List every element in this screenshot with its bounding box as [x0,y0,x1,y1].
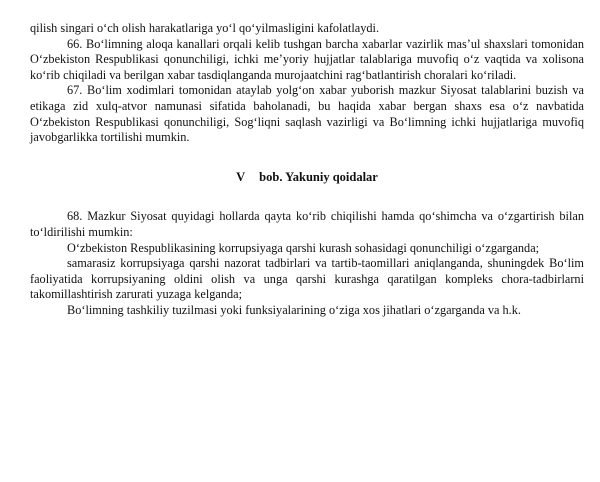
paragraph-68-item-ineffective-controls: samarasiz korrupsiyaga qarshi nazorat tadbirlari va tartib-taomillari aniqlanganda, shuningdek Bo‘lim faoliyatida korrupsiyaning oldini olish va unga qarshi kurashga qaratilgan kompleks chora-tadbirlarni takomillashtirish zarurati yuzaga kelganda; [30,256,584,302]
chapter-heading [30,170,584,186]
paragraph-68-item-structure-change: Bo‘limning tashkiliy tuzilmasi yoki funksiyalarining o‘ziga xos jihatlari o‘zgarganda va h.k. [67,302,521,317]
paragraph-66: 66. Bo‘limning aloqa kanallari orqali kelib tushgan barcha xabarlar vazirlik mas’ul shaxslari tomonidan O‘zbekiston Respublikasi qonunchiligi, ichki me’yoriy hujjatlar talablariga muvofiq o‘z vaqtida va xolisona ko‘rib chiqiladi va berilgan xabar tasdiqlanganda murojaatchini rag‘batlantirish choralari ko‘riladi. [30,36,584,82]
paragraph-68: 68. Mazkur Siyosat quyidagi hollarda qayta ko‘rib chiqilishi hamda qo‘shimcha va o‘zgartirish bilan to‘ldirilishi mumkin: [30,209,584,239]
paragraph-67: 67. Bo‘lim xodimlari tomonidan ataylab yolg‘on xabar yuborish mazkur Siyosat talablarini buzish va etikaga zid xulq-atvor namunasi sifatida baholanadi, bu haqida xabar bergan shaxs esa o‘z navbatida O‘zbekiston Respublikasi qonunchiligi, Sog‘liqni saqlash vazirligi va Bo‘limning ichki hujjatlariga muvofiq javobgarlikka tortilishi mumkin. [30,83,584,145]
chapter-number: V [236,169,246,184]
chapter-title: bob. Yakuniy qoidalar [259,169,378,184]
paragraph-65-end: qilish singari o‘ch olish harakatlariga yo‘l qo‘yilmasligini kafolatlaydi. [30,21,380,35]
document-page [30,21,584,319]
paragraph-68-item-legislation: O‘zbekiston Respublikasining korrupsiyaga qarshi kurash sohasidagi qonunchiligi o‘zgarganda; [67,240,540,255]
